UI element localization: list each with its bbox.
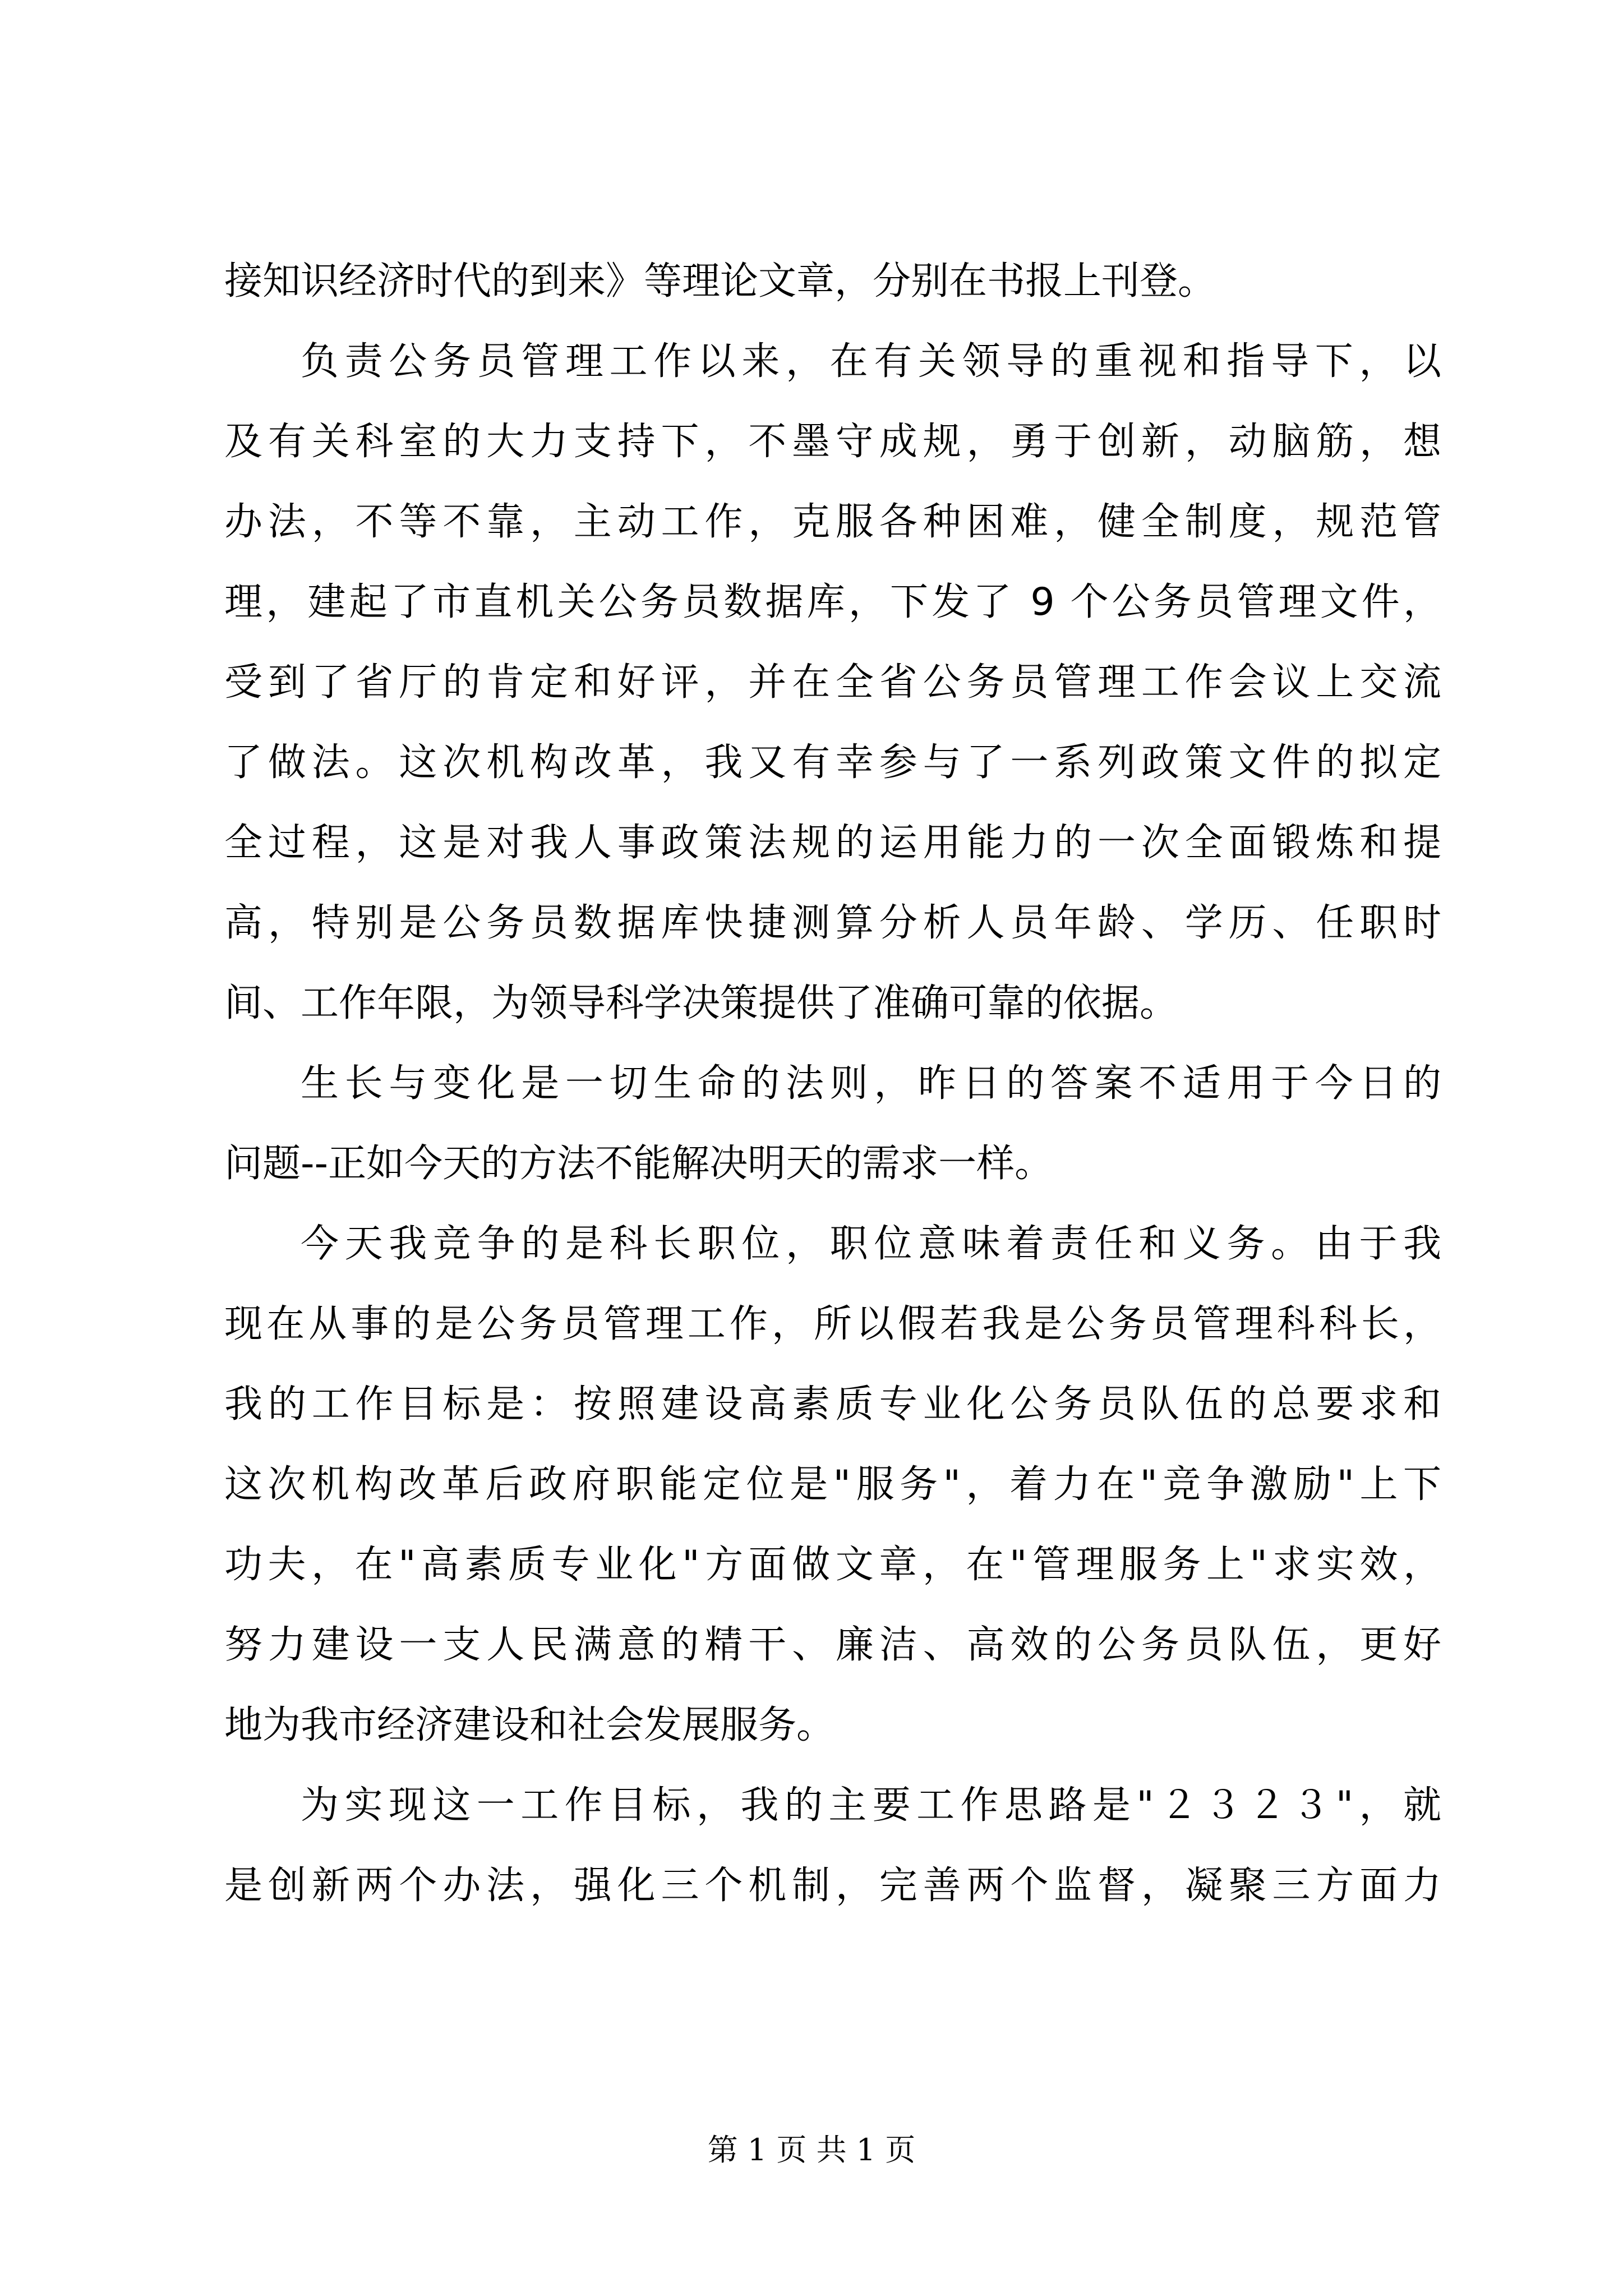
text-line: 及有关科室的大力支持下，不墨守成规，勇于创新，动脑筋，想 (224, 420, 1441, 464)
text-line: 高，特别是公务员数据库快捷测算分析人员年龄、学历、任职时 (224, 901, 1441, 945)
text-line: 为实现这一工作目标，我的主要工作思路是"２３２３"，就 (301, 1783, 1441, 1828)
text-line: 我的工作目标是：按照建设高素质专业化公务员队伍的总要求和 (224, 1382, 1441, 1427)
text-line: 地为我市经济建设和社会发展服务。 (224, 1703, 835, 1747)
text-line: 努力建设一支人民满意的精干、廉洁、高效的公务员队伍，更好 (224, 1623, 1441, 1667)
text-line: 了做法。这次机构改革，我又有幸参与了一系列政策文件的拟定 (224, 740, 1441, 785)
text-line: 全过程，这是对我人事政策法规的运用能力的一次全面锻炼和提 (224, 821, 1441, 865)
text-line: 办法，不等不靠，主动工作，克服各种困难，健全制度，规范管 (224, 500, 1441, 544)
text-line: 问题--正如今天的方法不能解决明天的需求一样。 (224, 1142, 1053, 1186)
text-line: 这次机构改革后政府职能定位是"服务"，着力在"竞争激励"上下 (224, 1462, 1441, 1507)
page-footer: 第 1 页 共 1 页 (707, 2132, 916, 2168)
text-line: 今天我竞争的是科长职位，职位意味着责任和义务。由于我 (301, 1222, 1441, 1266)
text-line: 生长与变化是一切生命的法则，昨日的答案不适用于今日的 (301, 1061, 1441, 1106)
text-line: 理，建起了市直机关公务员数据库，下发了 9 个公务员管理文件， (224, 580, 1441, 624)
text-line: 受到了省厅的肯定和好评，并在全省公务员管理工作会议上交流 (224, 660, 1441, 705)
text-line: 间、工作年限，为领导科学决策提供了准确可靠的依据。 (224, 981, 1178, 1025)
text-line: 是创新两个办法，强化三个机制，完善两个监督，凝聚三方面力 (224, 1864, 1441, 1908)
text-line: 接知识经济时代的到来》等理论文章，分别在书报上刊登。 (224, 259, 1216, 303)
text-line: 功夫，在"高素质专业化"方面做文章，在"管理服务上"求实效， (224, 1543, 1441, 1587)
text-line: 负责公务员管理工作以来，在有关领导的重视和指导下，以 (301, 339, 1441, 384)
text-line: 现在从事的是公务员管理工作，所以假若我是公务员管理科科长， (224, 1302, 1441, 1346)
document-body (224, 241, 1441, 1926)
